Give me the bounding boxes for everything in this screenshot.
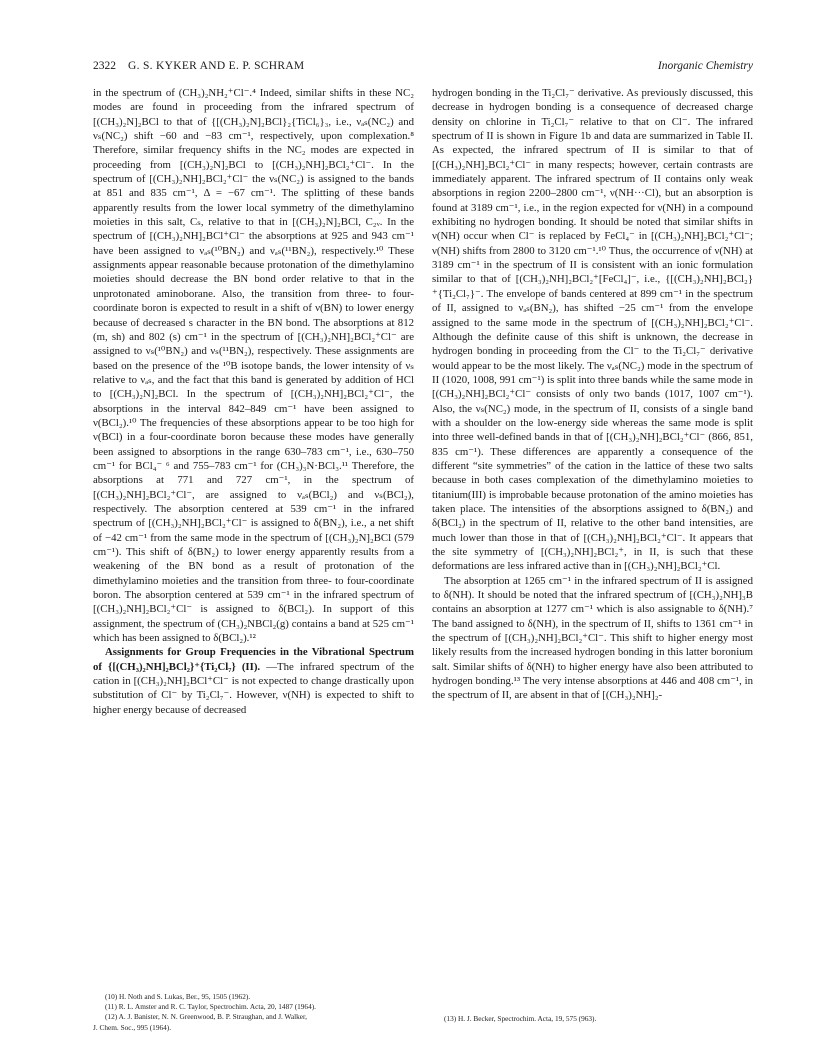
footnote-13: (13) H. J. Becker, Spectrochim. Acta, 19, 575 (963). bbox=[444, 1014, 597, 1023]
footnote-12-continued: J. Chem. Soc., 995 (1964). bbox=[93, 1022, 172, 1032]
journal-name: Inorganic Chemistry bbox=[657, 60, 753, 72]
footnote-12: (12) A. J. Banister, N. N. Greenwood, B. P. Straughan, and J. Walker, bbox=[105, 1012, 307, 1022]
left-paragraph-2: —The infrared spectrum of the cation in [(CH₃)₂NH]₂BCl⁺Cl⁻ is not expected to change drastically upon substitution of Cl⁻ by Ti₂Cl₇⁻. However, ν(NH) is expected to shift to higher energy because of decreased bbox=[93, 660, 414, 716]
right-paragraph-1: hydrogen bonding in the Ti₂Cl₇⁻ derivative. As previously discussed, this decrease in hydrogen bonding is a consequence of decreased charge density on chlorine in Ti₂Cl₇⁻ relative to that on Cl⁻. The infrared spectrum of II is shown in Figure 1b and data are summarized in Table II. As expected, the infrared spectrum of II is similar to that of [(CH₃)₂NH]₂BCl₂⁺Cl⁻ in many respects; however, certain contrasts are immediately apparent. The infrared spectrum of II contains only weak absorptions in region 2200–2800 cm⁻¹, ν(NH···Cl), but an absorption is found at 3189 cm⁻¹, i.e., in the region expected for ν(NH) in a compound exhibiting no hydrogen bonding. It should be noted that similar shifts in ν(NH) occur when Cl⁻ is replaced by FeCl₄⁻ in [(CH₃)₂NH]₂BCl₂⁺Cl⁻; ν(NH) shifts from 2800 to 3120 cm⁻¹.¹⁰ Thus, the occurrence of ν(NH) at 3189 cm⁻¹ in the spectrum of II is consistent with an ionic formulation similar to that of [(CH₃)₂NH]₂BCl₂⁺[FeCl₄]⁻, i.e., {[(CH₃)₂NH]₂BCl₂}⁺{Ti₂Cl₇}⁻. The envelope of bands centered at 899 cm⁻¹ in the spectrum of II, assigned to νₐₛ(BN₂), has shifted −25 cm⁻¹ from the envelope assigned to the same mode in the spectrum of [(CH₃)₂NH]₂BCl₂⁺Cl⁻. Although the definite cause of this shift is unknown, the decrease in hydrogen bonding in proceeding from the Cl⁻ to the Ti₂Cl₇⁻ derivative would appear to be the most likely. The νₐₛ(NC₂) mode in the spectrum of II (1020, 1008, 991 cm⁻¹) is split into three bands while the same mode in [(CH₃)₂NH]₂BCl₂⁺Cl⁻ consists of only two bands (1017, 1007 cm⁻¹). Also, the νₛ(NC₂) mode, in the spectrum of II, consists of a single band with a shoulder on the low-energy side whereas the same mode is split into three well-defined bands in that of [(CH₃)₂NH]₂BCl₂⁺Cl⁻ (866, 851, 835 cm⁻¹). These differences are apparently a consequence of the different “site symmetries” of the cation in the lattice of these two salts because in both cases complexation of the dimethylamino moieties to titanium(III) is improbable because protonation of the amino moieties has taken place. The intensities of the absorptions assigned to δ(BN₂) and δ(BCl₂) in the spectrum of II, relative to the other band intensities, are much lower than those in that of [(CH₃)₂NH]₂BCl₂⁺Cl⁻. It appears that the site symmetry of [(CH₃)₂NH]₂BCl₂⁺, in II, is such that these deformations are less infrared active than in [(CH₃)₂NH]₂BCl₂⁺Cl. bbox=[432, 87, 753, 573]
section-heading: Assignments for Group Frequencies in the Vibrational Spectrum of {[(CH₃)₂NH]₂BCl₂}⁺{Ti₂Cl₇} (II). bbox=[93, 646, 414, 673]
running-header bbox=[93, 60, 753, 76]
footnote-10: (10) H. Noth and S. Lukas, Ber., 95, 1505 (1962). bbox=[105, 992, 251, 1001]
right-column bbox=[432, 86, 753, 703]
footnote-11: (11) R. L. Amster and R. C. Taylor, Spectrochim. Acta, 20, 1487 (1964). bbox=[105, 1002, 316, 1012]
page-number: 2322 bbox=[93, 60, 116, 72]
right-paragraph-2: The absorption at 1265 cm⁻¹ in the infrared spectrum of II is assigned to δ(NH). It should be noted that the infrared spectrum of [(CH₃)₂NH]₃B contains an absorption at 1277 cm⁻¹ which is also assignable to δ(NH).⁷ The band assigned to δ(NH), in the spectrum of II, shifts to 1361 cm⁻¹ in the spectrum of [(CH₃)₂NH]₂BCl₂⁺Cl⁻. This shift to higher energy most likely results from the increased hydrogen bonding in this latter boronium salt. Similar shifts of δ(NH) to higher energy have also been attributed to hydrogen bonding.¹³ The very intense absorptions at 446 and 408 cm⁻¹, in the spectrum of II, are absent in that of [(CH₃)₂NH]₂- bbox=[432, 574, 753, 702]
left-column bbox=[93, 86, 414, 717]
footnotes-left bbox=[93, 992, 414, 1033]
left-paragraph-1: in the spectrum of (CH₃)₂NH₂⁺Cl⁻.⁴ Indeed, similar shifts in these NC₂ modes are found in proceeding from the infrared spectrum of [(CH₃)₂N]₂BCl to that of {[(CH₃)₂N]₂BCl}₂{TiCl₆}₃, i.e., νₐₛ(NC₂) and νₛ(NC₂) shift −60 and −83 cm⁻¹, respectively, upon complexation.⁸ Therefore, similar frequency shifts in the NC₂ modes are expected in proceeding from [(CH₃)₂N]₂BCl to [(CH₃)₂NH]₂BCl₂⁺Cl⁻. In the spectrum of [(CH₃)₂NH]₂BCl₂⁺Cl⁻ the νₛ(NC₂) is assigned to the bands at 851 and 835 cm⁻¹, Δ = −67 cm⁻¹. The splitting of these bands apparently results from the lower local symmetry of the dimethylamino moieties in this salt, Cₛ, relative to that in [(CH₃)₂N]₂BCl, C₂ᵥ. In the spectrum of [(CH₃)₂NH]₂BCl⁺Cl⁻ the absorptions at 925 and 943 cm⁻¹ have been assigned to νₐₛ(¹⁰BN₂) and νₐₛ(¹¹BN₂), respectively.¹⁰ These assignments appear reasonable because protonation of the dimethylamino moieties should decrease the BN bond order relative to that in the unprotonated aminoborane. Also, the transition from three- to four-coordinate boron is expected to result in a shift of ν(BN) to lower energy because of decreased s character in the BN bond. The absorptions at 812 (m, sh) and 802 (s) cm⁻¹ in the spectrum of [(CH₃)₂NH]₂BCl₂⁺Cl⁻ are assigned to νₛ(¹⁰BN₂) and νₛ(¹¹BN₂), respectively. These assignments are based on the presence of the ¹⁰B isotope bands, the lower intensity of νₛ relative to νₐₛ, and the fact that this band is generated by addition of HCl to [(CH₃)₂N]₂BCl. In the spectrum of [(CH₃)₂NH]₂BCl₂⁺Cl⁻, the absorptions in the interval 842–849 cm⁻¹ have been assigned to ν(BCl₂).¹⁰ The frequencies of these absorptions appear to be too high for ν(BCl) in a four-coordinate boron because these modes have generally been assigned to absorptions in the range 630–783 cm⁻¹, i.e., 630–750 cm⁻¹ for BCl₄⁻ ⁶ and 755–783 cm⁻¹ for (CH₃)₃N·BCl₃.¹¹ Therefore, the absorptions at 771 and 727 cm⁻¹, in the spectrum of [(CH₃)₂NH]₂BCl₂⁺Cl⁻, are assigned to νₐₛ(BCl₂) and νₛ(BCl₂), respectively. The absorption centered at 539 cm⁻¹ in the infrared spectrum of [(CH₃)₂NH]₂BCl₂⁺Cl⁻ is assigned to δ(BN₂), i.e., a net shift of −42 cm⁻¹ from the same mode in the spectrum of [(CH₃)₂N]₂BCl (579 cm⁻¹). This shift of δ(BN₂) to lower energy apparently results from a weakening of the BN bond as a result of protonation of the dimethylamino moieties and the transition from three- to four-coordinate boron. The absorption centered at 539 cm⁻¹ in the infrared spectrum of [(CH₃)₂NH]₂BCl₂⁺Cl⁻ is assigned to δ(BCl₂). In support of this assignment, the spectrum of (CH₃)₂NBCl₂(g) contains a band at 525 cm⁻¹ which has been assigned to δ(BCl₂).¹² bbox=[93, 87, 414, 645]
left-section-paragraph bbox=[93, 645, 414, 717]
footnotes-right bbox=[432, 1014, 753, 1024]
authors-header: G. S. KYKER AND E. P. SCHRAM bbox=[128, 60, 305, 72]
